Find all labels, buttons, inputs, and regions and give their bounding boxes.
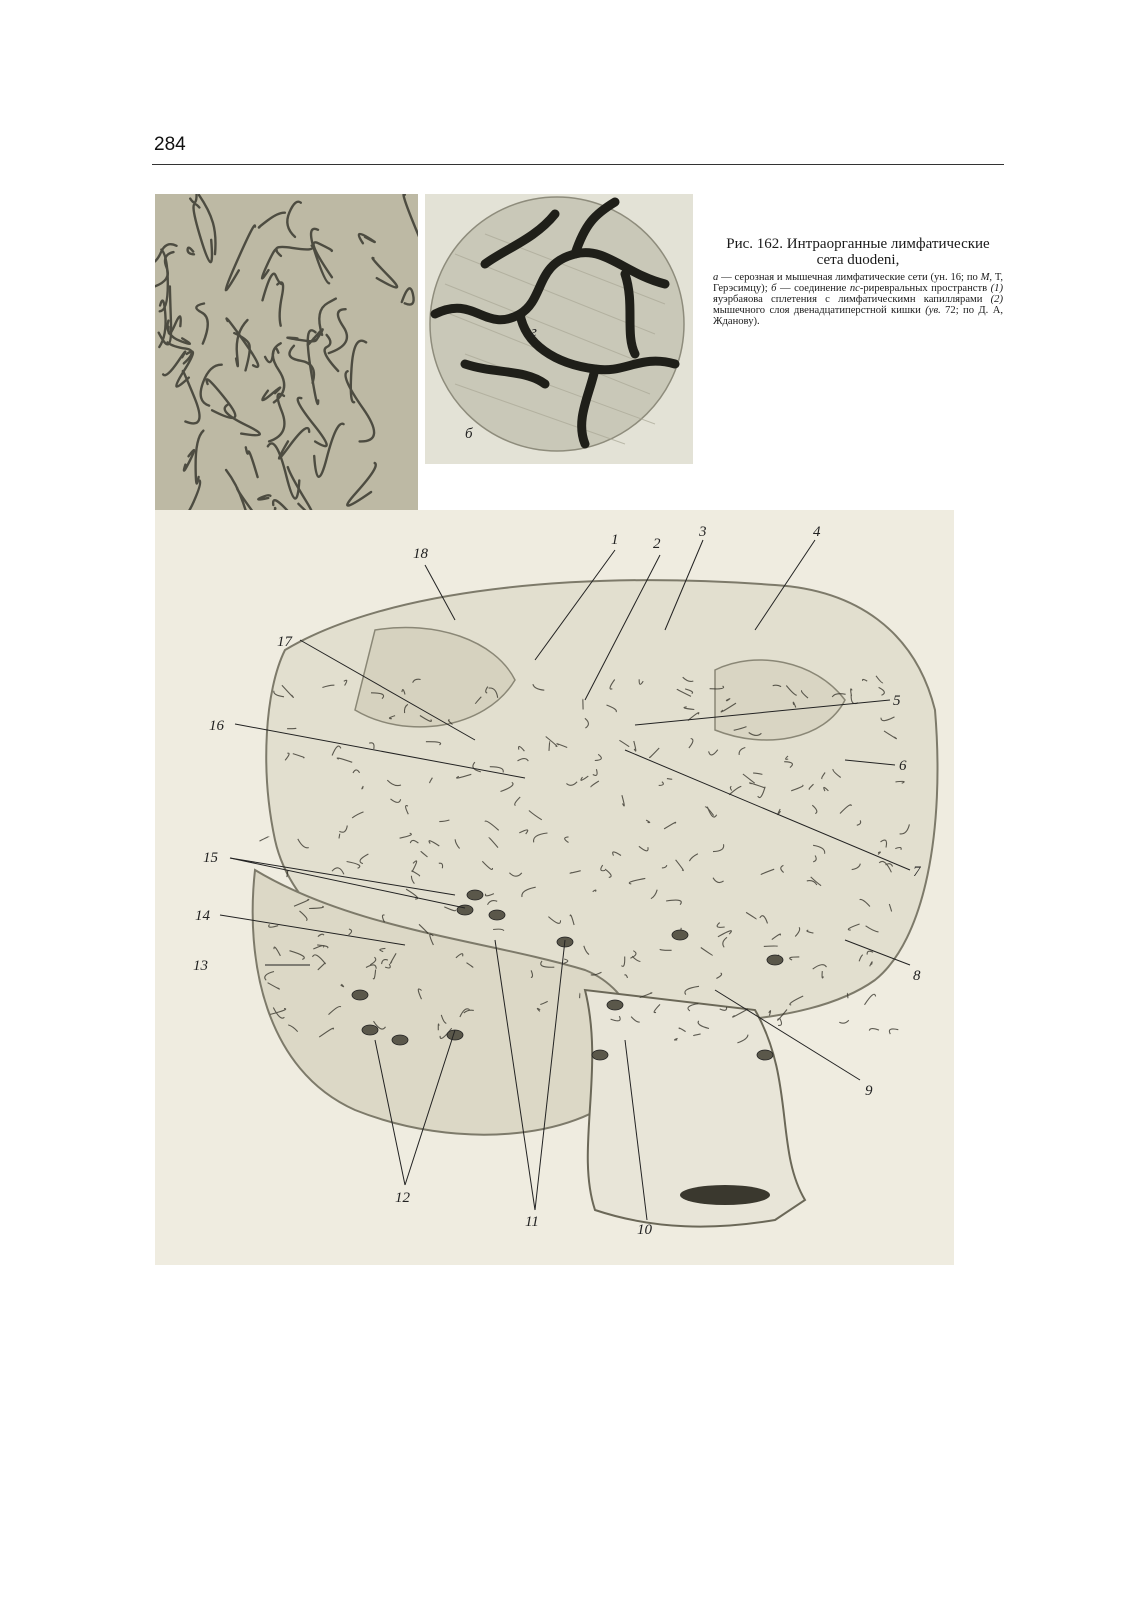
lymph-node <box>467 890 483 900</box>
lymph-node <box>672 930 688 940</box>
label-8: 8 <box>913 968 921 984</box>
lymph-vessel <box>359 234 375 243</box>
lymph-node <box>362 1025 378 1035</box>
lymph-vessel <box>199 195 215 254</box>
caption-run: -риревральных пространств <box>859 283 991 294</box>
lymph-vessel <box>259 213 285 228</box>
lymph-vessel <box>402 288 414 304</box>
label-6: 6 <box>899 758 907 774</box>
lymph-vessel <box>268 443 300 498</box>
caption-run: б <box>771 283 777 294</box>
lymphatic-network-b <box>425 194 693 464</box>
label-4: 4 <box>813 524 821 540</box>
lymph-vessel <box>246 447 258 477</box>
lymph-vessel <box>196 304 207 344</box>
label-18: 18 <box>413 546 428 562</box>
lymph-vessel <box>184 450 194 470</box>
label-13: 13 <box>193 958 208 974</box>
lymph-vessel <box>265 348 278 362</box>
figure-caption <box>713 236 1003 327</box>
lymph-node <box>392 1035 408 1045</box>
label-9: 9 <box>865 1083 873 1099</box>
label-17: 17 <box>277 634 292 650</box>
lymph-node <box>767 955 783 965</box>
figure-b-inner-label: г <box>531 324 537 340</box>
caption-run: Т, Герэсимцу); <box>713 272 1003 294</box>
lymph-vessel <box>329 309 347 353</box>
caption-run: пс <box>849 283 860 294</box>
lymph-vessel <box>276 246 313 256</box>
caption-run: М, <box>980 272 993 283</box>
lymph-node <box>607 1000 623 1010</box>
lymph-node <box>352 990 368 1000</box>
label-2: 2 <box>653 536 661 552</box>
lymph-vessel <box>287 202 300 237</box>
lymph-vessel <box>263 274 283 301</box>
label-11: 11 <box>525 1214 539 1230</box>
label-16: 16 <box>209 718 224 734</box>
label-7: 7 <box>913 864 921 880</box>
caption-run: — серозная и мышечная лимфатические сети (ун. 16; по <box>718 272 981 283</box>
duodenum-lymphatics-drawing <box>155 510 954 1265</box>
lymph-vessel <box>207 379 236 418</box>
lymph-vessel <box>373 258 398 288</box>
label-14: 14 <box>195 908 210 924</box>
caption-title: Рис. 162. Интраорганные лимфатические сета duodeni, <box>726 236 990 268</box>
lymph-node <box>592 1050 608 1060</box>
lymph-vessel <box>287 338 315 342</box>
lymph-capillary <box>667 779 672 780</box>
caption-run: (2) <box>990 294 1003 305</box>
page-number: 284 <box>154 134 186 155</box>
lymph-vessel <box>347 463 376 506</box>
label-10: 10 <box>637 1222 652 1238</box>
label-15: 15 <box>203 850 218 866</box>
caption-run: (1) <box>990 283 1004 294</box>
caption-run: мышечного слоя двенадцатиперстной кишки <box>713 305 926 316</box>
lymph-vessel <box>201 365 222 406</box>
lymph-node <box>489 910 505 920</box>
caption-run: яуэрбаяова сплетения с лимфатическимн капиллярами <box>713 294 991 305</box>
lymph-vessel <box>298 398 327 446</box>
lymph-vessel <box>319 299 336 335</box>
lymph-vessel <box>226 225 255 290</box>
label-1: 1 <box>611 532 619 548</box>
lymph-vessel <box>277 282 283 325</box>
lymph-vessel <box>183 371 200 423</box>
lymph-vessel <box>258 495 270 499</box>
figure-b-letter: б <box>465 426 473 442</box>
caption-run: 72; по Д. А, Жданову). <box>713 305 1003 327</box>
caption-run: (ув. <box>925 305 941 316</box>
figure-main-illustration <box>155 510 954 1265</box>
lymph-vessel <box>188 248 194 255</box>
label-3: 3 <box>699 524 707 540</box>
lymph-vessel <box>404 194 418 257</box>
figure-b-micrograph <box>425 194 693 464</box>
lymph-vessel <box>279 428 309 458</box>
figure-a-micrograph <box>155 194 418 554</box>
lymph-vessel <box>182 194 197 202</box>
lymph-vessel <box>311 229 329 283</box>
caption-run: а <box>713 272 719 283</box>
lymph-vessel <box>225 405 260 436</box>
caption-body <box>713 272 1003 327</box>
label-12: 12 <box>395 1190 410 1206</box>
lymphatic-network-a <box>155 194 418 554</box>
lymph-node <box>757 1050 773 1060</box>
caption-run: — соединение <box>776 283 850 294</box>
header-rule <box>152 164 1004 165</box>
label-5: 5 <box>893 693 901 709</box>
lymph-vessel <box>196 431 204 484</box>
